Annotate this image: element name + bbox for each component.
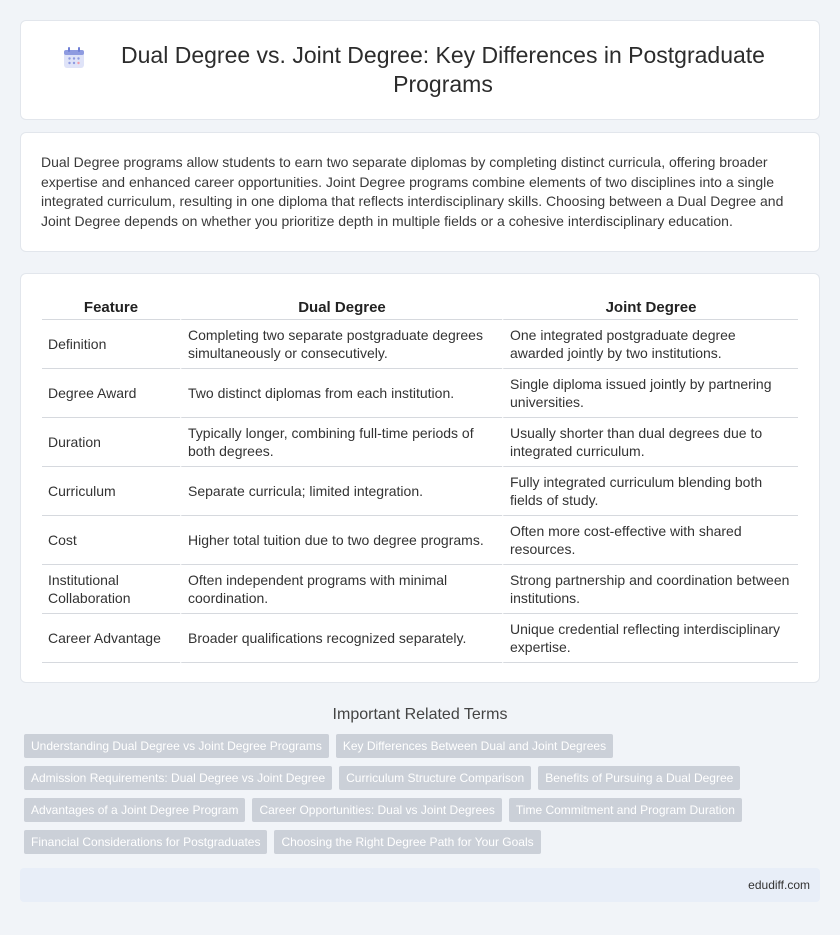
table-row [42, 516, 798, 565]
table-row [42, 369, 798, 418]
feature-cell: Career Advantage [42, 614, 180, 663]
related-terms-tags [24, 734, 816, 854]
joint-degree-cell: Often more cost-effective with shared resources. [502, 516, 798, 565]
dual-degree-cell: Often independent programs with minimal coordination. [180, 565, 502, 614]
related-term-tag[interactable]: Curriculum Structure Comparison [339, 766, 531, 790]
related-term-tag[interactable]: Choosing the Right Degree Path for Your Goals [274, 830, 540, 854]
header-joint-degree: Joint Degree [502, 298, 798, 320]
joint-degree-cell: Unique credential reflecting interdisciplinary expertise. [502, 614, 798, 663]
feature-cell: Degree Award [42, 369, 180, 418]
feature-cell: Definition [42, 320, 180, 369]
feature-cell: Institutional Collaboration [42, 565, 180, 614]
table-row [42, 320, 798, 369]
comparison-table [42, 298, 798, 663]
related-term-tag[interactable]: Financial Considerations for Postgraduates [24, 830, 267, 854]
intro-card [20, 132, 820, 252]
comparison-card [20, 273, 820, 683]
related-terms-section [0, 706, 840, 854]
related-term-tag[interactable]: Admission Requirements: Dual Degree vs Joint Degree [24, 766, 332, 790]
joint-degree-cell: Fully integrated curriculum blending both fields of study. [502, 467, 798, 516]
joint-degree-cell: Strong partnership and coordination between institutions. [502, 565, 798, 614]
table-header-row [42, 298, 798, 320]
related-term-tag[interactable]: Understanding Dual Degree vs Joint Degree Programs [24, 734, 329, 758]
header-dual-degree: Dual Degree [180, 298, 502, 320]
table-row [42, 614, 798, 663]
footer-site-link[interactable]: edudiff.com [748, 878, 810, 892]
dual-degree-cell: Typically longer, combining full-time periods of both degrees. [180, 418, 502, 467]
related-terms-heading: Important Related Terms [332, 706, 508, 723]
header-feature: Feature [42, 298, 180, 320]
dual-degree-cell: Completing two separate postgraduate degrees simultaneously or consecutively. [180, 320, 502, 369]
table-row [42, 565, 798, 614]
table-row [42, 418, 798, 467]
joint-degree-cell: One integrated postgraduate degree awarded jointly by two institutions. [502, 320, 798, 369]
feature-cell: Duration [42, 418, 180, 467]
related-term-tag[interactable]: Benefits of Pursuing a Dual Degree [538, 766, 740, 790]
related-term-tag[interactable]: Advantages of a Joint Degree Program [24, 798, 245, 822]
intro-paragraph: Dual Degree programs allow students to earn two separate diplomas by completing distinct curricula, offering broader expertise and enhanced career opportunities. Joint Degree programs combine elements of two disciplines into a single integrated curriculum, resulting in one diploma that reflects interdisciplinary skills. Choosing between a Dual Degree and Joint Degree depends on whether you prioritize depth in multiple fields or a cohesive interdisciplinary education. [41, 154, 784, 229]
joint-degree-cell: Single diploma issued jointly by partnering universities. [502, 369, 798, 418]
dual-degree-cell: Higher total tuition due to two degree programs. [180, 516, 502, 565]
page-title: Dual Degree vs. Joint Degree: Key Differences in Postgraduate Programs [121, 42, 765, 97]
dual-degree-cell: Broader qualifications recognized separately. [180, 614, 502, 663]
feature-cell: Curriculum [42, 467, 180, 516]
footer [20, 868, 820, 902]
related-term-tag[interactable]: Time Commitment and Program Duration [509, 798, 742, 822]
joint-degree-cell: Usually shorter than dual degrees due to integrated curriculum. [502, 418, 798, 467]
calendar-icon [61, 45, 87, 71]
dual-degree-cell: Two distinct diplomas from each institution. [180, 369, 502, 418]
title-card [20, 20, 820, 120]
related-term-tag[interactable]: Key Differences Between Dual and Joint Degrees [336, 734, 613, 758]
table-row [42, 467, 798, 516]
feature-cell: Cost [42, 516, 180, 565]
related-term-tag[interactable]: Career Opportunities: Dual vs Joint Degrees [252, 798, 501, 822]
dual-degree-cell: Separate curricula; limited integration. [180, 467, 502, 516]
